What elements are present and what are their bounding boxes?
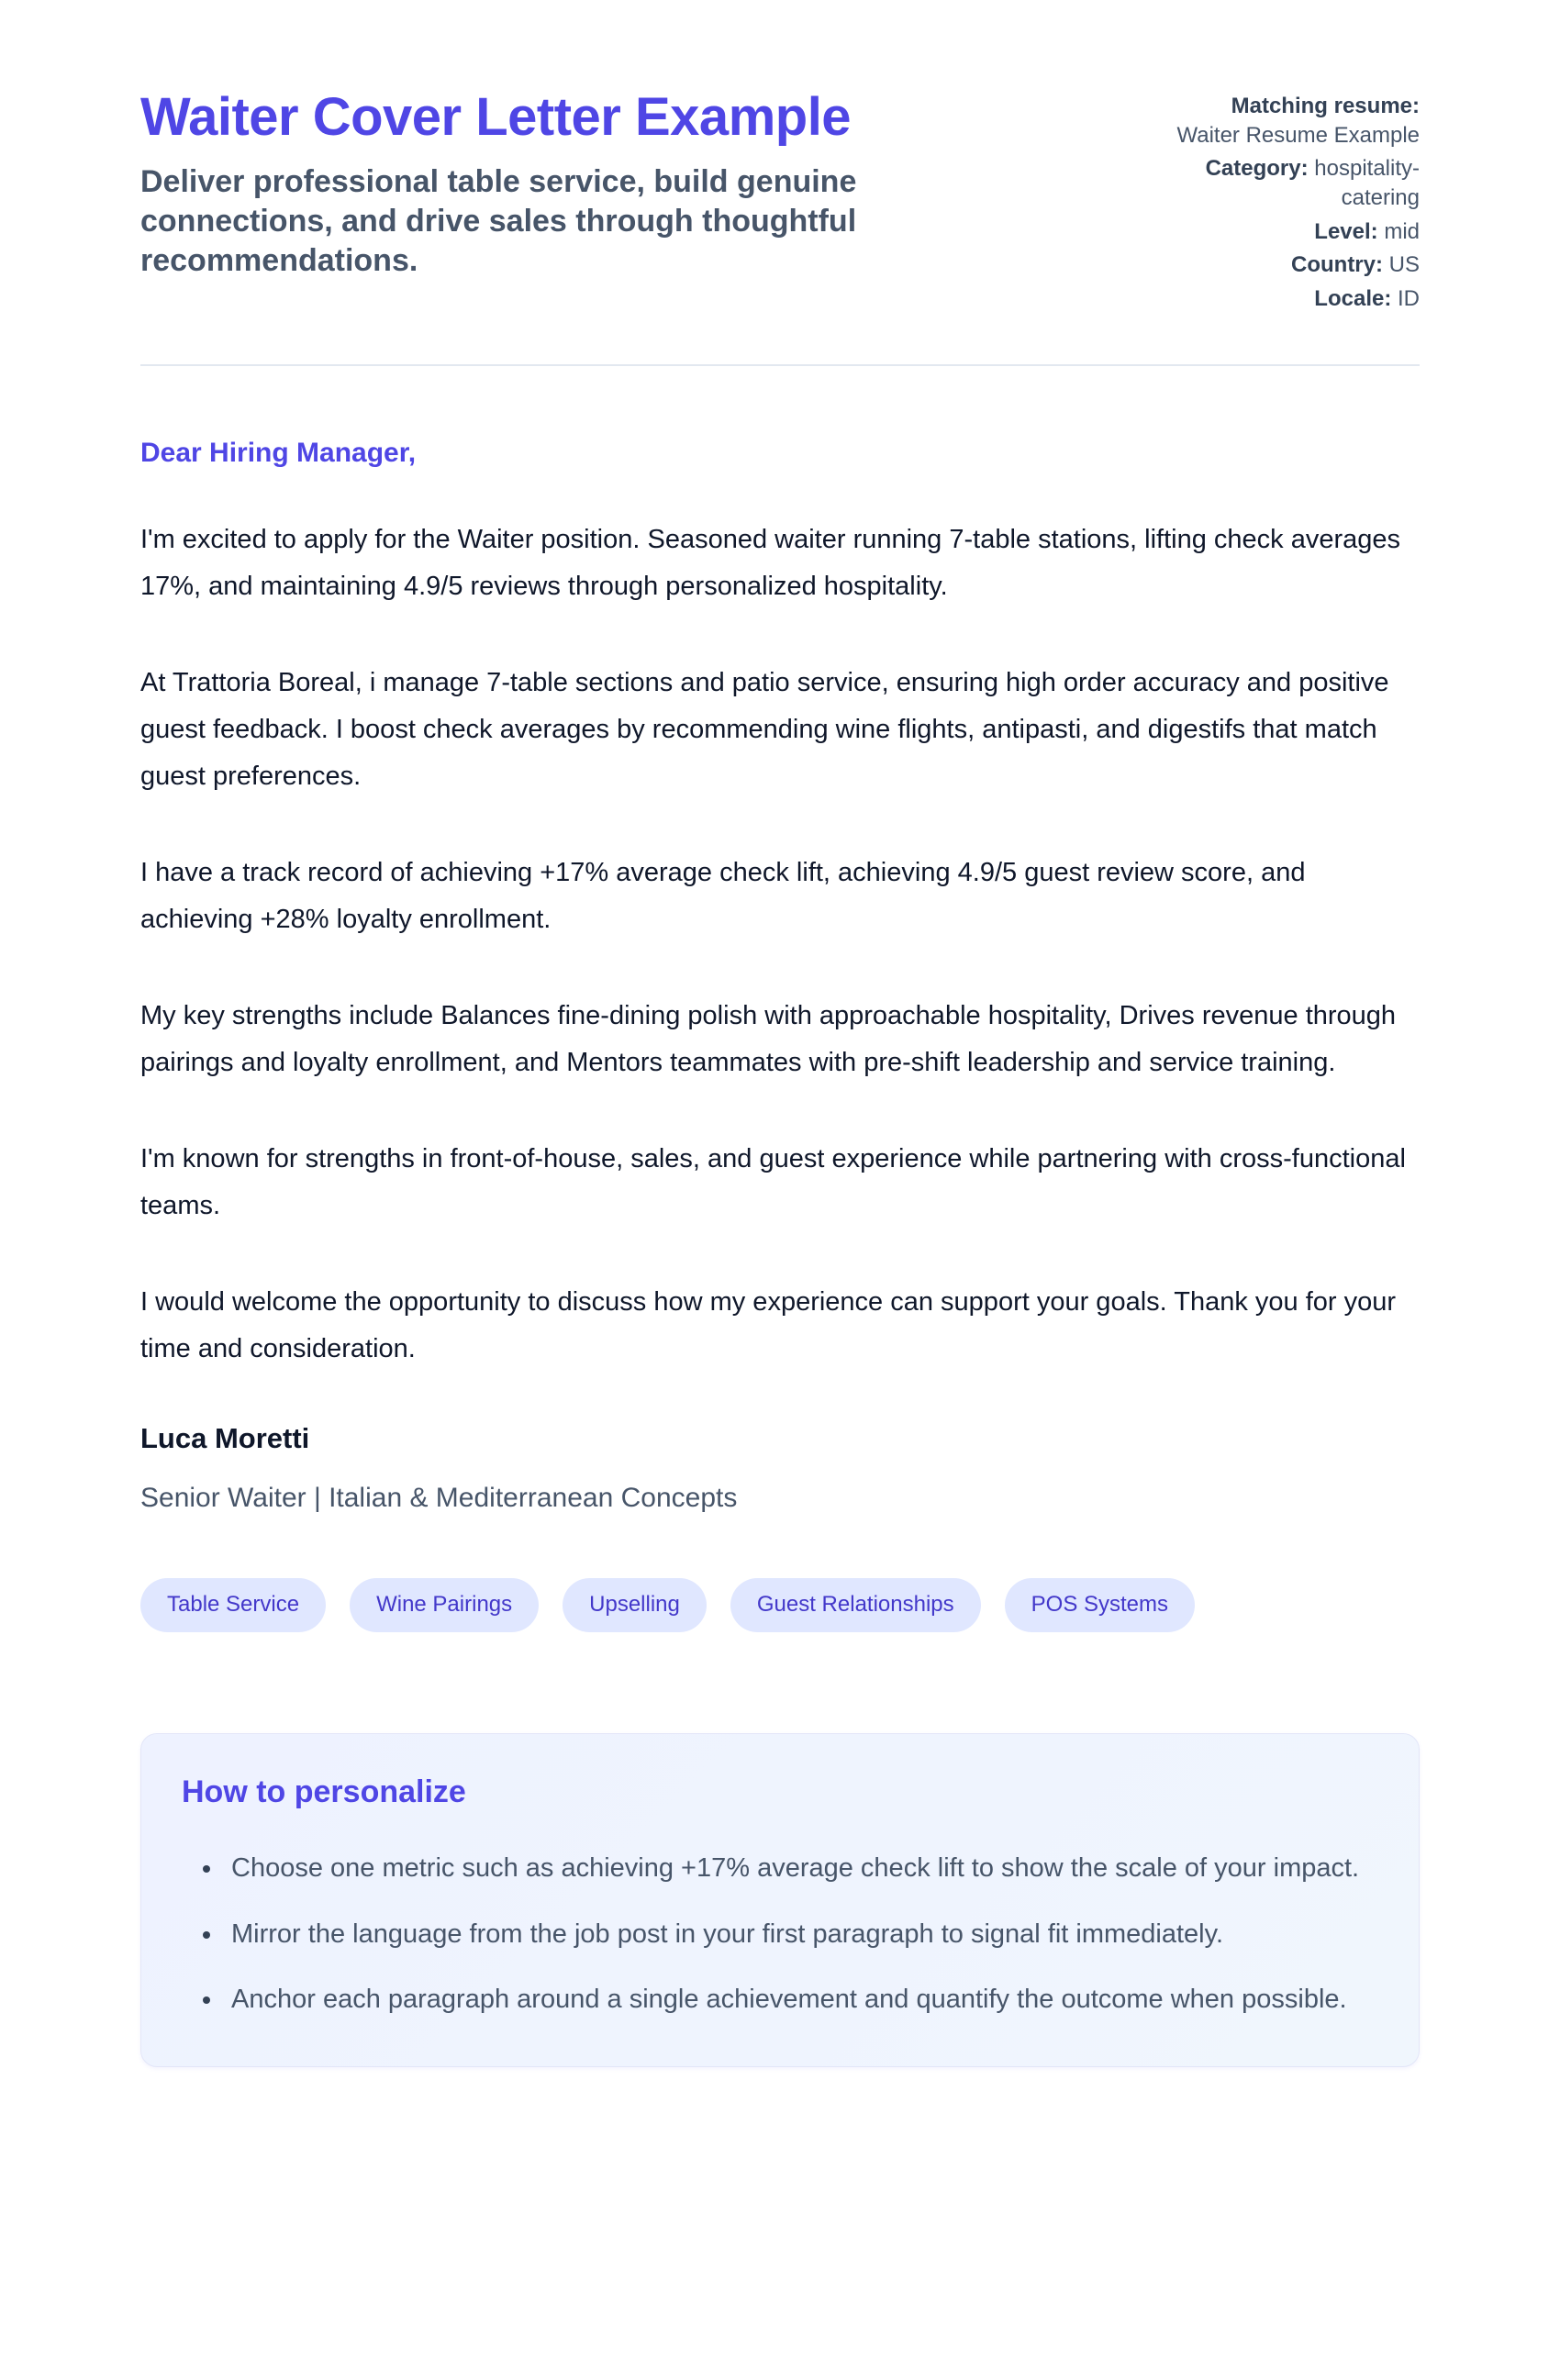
signature-name: Luca Moretti (140, 1422, 310, 1455)
skill-tag-pos-systems: POS Systems (1005, 1578, 1195, 1632)
cover-letter-page (140, 0, 1420, 2067)
skill-tag-table-service: Table Service (140, 1578, 326, 1632)
signature-block (140, 1422, 1420, 1514)
letter-paragraph: I'm excited to apply for the Waiter position. Seasoned waiter running 7-table stations, lifting check averages 17%, and maintaining 4.9/5 reviews through personalized hospitality. (140, 524, 1401, 601)
meta-level-label: Level: (1314, 218, 1378, 244)
page-subtitle: Deliver professional table service, build genuine connections, and drive sales through thoughtful recommendations. (140, 163, 857, 278)
meta-country-label: Country: (1291, 252, 1383, 278)
skill-tag-guest-relationships: Guest Relationships (730, 1578, 981, 1632)
personalize-tip: • Choose one metric such as achieving +17% average check lift to show the scale of your impact. (224, 1845, 1375, 1893)
page-title: Waiter Cover Letter Example (140, 87, 852, 147)
how-to-personalize-title: How to personalize (182, 1774, 466, 1809)
meta-level-value: mid (1384, 218, 1420, 244)
meta-locale (1170, 284, 1420, 314)
letter-paragraph: I would welcome the opportunity to discuss how my experience can support your goals. Thank you for your time and consideration. (140, 1287, 1397, 1364)
cover-letter-body (140, 438, 1420, 1514)
letter-paragraph: At Trattoria Boreal, i manage 7-table sections and patio service, ensuring high order accuracy and positive guest feedback. I boost check averages by recommending wine flights, antipasti, and digestifs that match guest preferences. (140, 667, 1389, 791)
meta-level (1170, 217, 1420, 247)
meta-category-label: Category: (1205, 156, 1309, 182)
meta-country-value: US (1388, 252, 1420, 278)
meta-matching-resume (1170, 92, 1420, 150)
resume-meta-panel (1170, 88, 1420, 318)
skill-tag-upselling: Upselling (563, 1578, 707, 1632)
header-title-block (140, 88, 1049, 280)
page-header (140, 88, 1420, 318)
meta-country (1170, 250, 1420, 280)
personalize-tip: • Mirror the language from the job post in your first paragraph to signal fit immediately. (224, 1911, 1375, 1959)
meta-category-value: hospitality-catering (1314, 156, 1420, 211)
letter-paragraph: I have a track record of achieving +17% average check lift, achieving 4.9/5 guest review score, and achieving +28% loyalty enrollment. (140, 857, 1306, 934)
letter-paragraph: My key strengths include Balances fine-dining polish with approachable hospitality, Drives revenue through pairings and loyalty enrollment, and Mentors teammates with pre-shift leadership and service training. (140, 1000, 1397, 1077)
signature-role: Senior Waiter | Italian & Mediterranean Concepts (140, 1483, 738, 1514)
letter-greeting: Dear Hiring Manager, (140, 437, 417, 468)
meta-locale-label: Locale: (1314, 286, 1392, 312)
personalize-tip: • Anchor each paragraph around a single achievement and quantify the outcome when possible. (224, 1976, 1375, 2024)
header-divider (140, 364, 1420, 366)
how-to-personalize-card (140, 1733, 1420, 2067)
meta-locale-value: ID (1398, 286, 1420, 312)
skill-tags (140, 1578, 1420, 1632)
skill-tag-wine-pairings: Wine Pairings (350, 1578, 539, 1632)
meta-category (1170, 154, 1420, 212)
meta-matching-resume-value: Waiter Resume Example (1176, 122, 1420, 148)
letter-paragraph: I'm known for strengths in front-of-house, sales, and guest experience while partnering with cross-functional teams. (140, 1143, 1406, 1221)
how-to-personalize-list (182, 1845, 1375, 2024)
meta-matching-resume-label: Matching resume: (1231, 94, 1420, 118)
